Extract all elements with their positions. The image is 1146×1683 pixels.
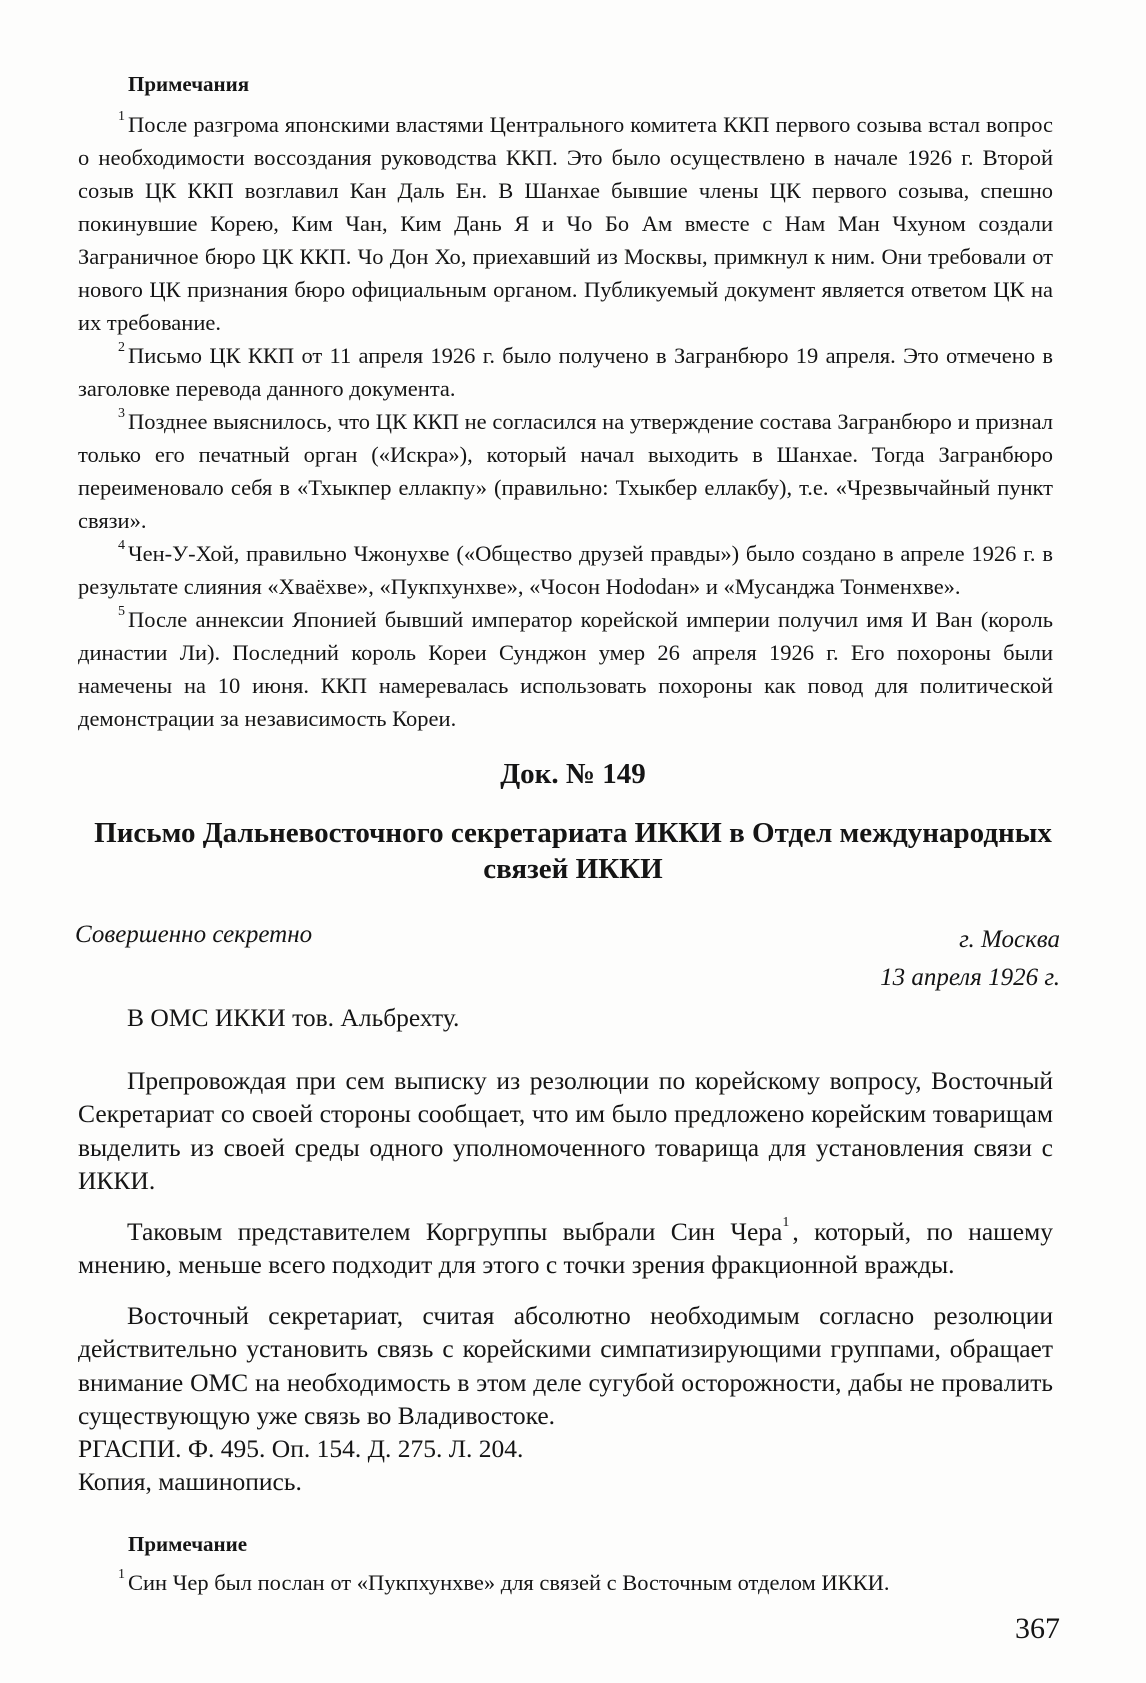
archive-reference	[78, 1432, 523, 1498]
note-text: После аннексии Японией бывший император корейской империи получил имя И Ван (король династии Ли). Последний король Кореи Сунджон умер 26 апреля 1926 г. Его похороны были намечены на 10 июня. ККП намеревалась использовать похороны как повод для политической демонстрации за независимость Кореи.	[78, 607, 1053, 731]
note-3	[78, 405, 1053, 537]
note-2	[78, 339, 1053, 405]
notes-heading: Примечания	[128, 72, 250, 96]
footnote-text: Син Чер был послан от «Пукпхунхве» для связей с Восточным отделом ИККИ.	[128, 1570, 890, 1595]
note-text: Чен-У-Хой, правильно Чжонухве («Общество друзей правды») было создано в апреле 1926 г. в результате слияния «Хваёхве», «Пукпхунхве», «Чосон Нododан» и «Мусанджа Тонменхве».	[78, 541, 1053, 599]
archive-citation: РГАСПИ. Ф. 495. Оп. 154. Д. 275. Л. 204.	[78, 1434, 524, 1463]
page-number: 367	[1015, 1612, 1060, 1645]
note-5	[78, 603, 1053, 735]
note-text: Позднее выяснилось, что ЦК ККП не согласился на утверждение состава Загранбюро и признал только его печатный орган («Искра»), который начал выходить в Шанхае. Тогда Загранбюро переименовало себя в «Тхыкпер еллакпу» (правильно: Тхыкбер еллакбу), т.е. «Чрезвычайный пункт связи».	[78, 409, 1053, 533]
note-4	[78, 537, 1053, 603]
note-number: 2	[118, 339, 125, 355]
footnote-1	[118, 1566, 1058, 1599]
document-number: Док. № 149	[500, 758, 646, 790]
body-paragraph-3	[78, 1299, 1053, 1433]
notes-list	[78, 108, 1053, 735]
paragraph-text: Восточный секретариат, считая абсолютно необходимым согласно резолюции действительно установить связь с корейскими симпатизирующими группами, обращает внимание ОМС на необходимость в этом деле сугубой осторожности, дабы не провалить существующую уже связь во Владивостоке.	[78, 1300, 1053, 1430]
document-title: Письмо Дальневосточного секретариата ИККИ в Отдел международных связей ИККИ	[94, 817, 1052, 885]
footnote-ref[interactable]: 1	[782, 1215, 790, 1230]
paragraph-text: , который, по нашему мнению, меньше всего подходит для этого с точки зрения фракционной вражды.	[78, 1216, 1054, 1279]
note-text: Письмо ЦК ККП от 11 апреля 1926 г. было получено в Загранбюро 19 апреля. Это отмечено в заголовке перевода данного документа.	[78, 343, 1053, 401]
note-number: 4	[118, 537, 125, 553]
note-text: После разгрома японскими властями Центрального комитета ККП первого созыва встал вопрос о необходимости воссоздания руководства ККП. Это было осуществлено в начале 1926 г. Второй созыв ЦК ККП возглавил Кан Даль Ен. В Шанхае бывшие члены ЦК первого созыва, спешно покинувшие Корею, Ким Чан, Ким Дань Я и Чо Бо Ам вместе с Нам Ман Чхуном создали Заграничное бюро ЦК ККП. Чо Дон Хо, приехавший из Москвы, примкнул к ним. Они требовали от нового ЦК признания бюро официальным органом. Публикуемый документ является ответом ЦК на их требование.	[78, 112, 1053, 335]
note-number: 5	[118, 603, 125, 619]
copy-type: Копия, машинопись.	[78, 1467, 302, 1496]
footnote-number: 1	[118, 1566, 125, 1582]
note-1	[78, 108, 1053, 339]
note-number: 1	[118, 108, 125, 124]
classification-label: Совершенно секретно	[75, 921, 313, 948]
paragraph-text: Препровождая при сем выписку из резолюции по корейскому вопросу, Восточный Секретариат со своей стороны сообщает, что им было предложено корейским товарищам выделить из своей среды одного уполномоченного товарища для установления связи с ИККИ.	[78, 1065, 1053, 1195]
note-number: 3	[118, 405, 125, 421]
document-place: г. Москва	[959, 926, 1060, 953]
document-body	[78, 1001, 1053, 1450]
addressee: В ОМС ИККИ тов. Альбрехту.	[127, 1003, 460, 1032]
place-date	[880, 921, 1060, 997]
footnote-heading: Примечание	[128, 1532, 248, 1556]
body-paragraph-2	[78, 1215, 1053, 1282]
body-paragraph-1	[78, 1064, 1053, 1198]
paragraph-text: Таковым представителем Коргруппы выбрали Син Чера	[127, 1216, 783, 1246]
document-date: 13 апреля 1926 г.	[880, 964, 1060, 991]
